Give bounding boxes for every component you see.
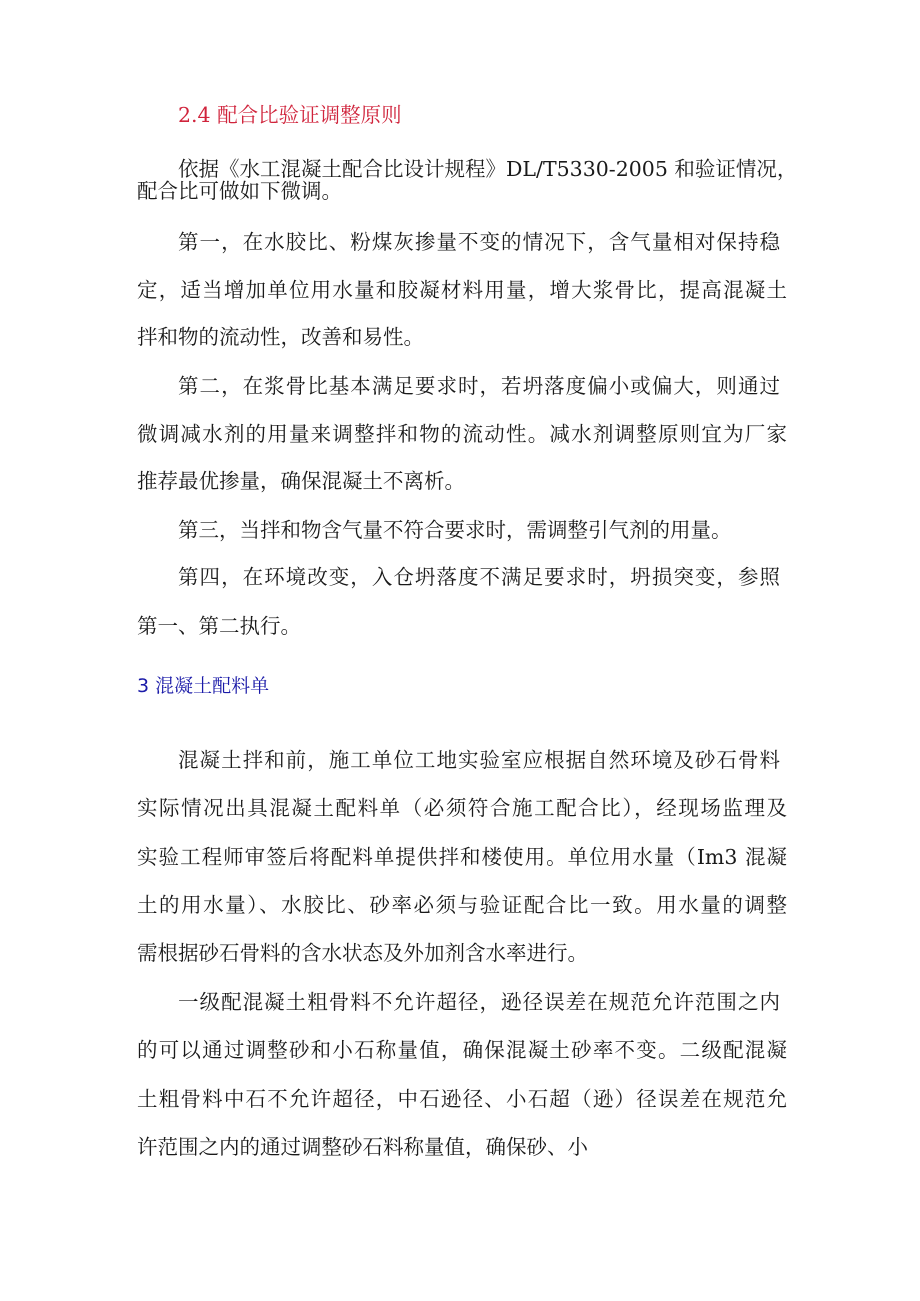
text-line: 许范围之内的通过调整砂石料称量值，确保砂、小	[137, 1135, 588, 1159]
text-line: 第三，当拌和物含气量不符合要求时，需调整引气剂的用量。	[178, 518, 732, 542]
text-line: 的可以通过调整砂和小石称量值，确保混凝土砂率不变。二级配混凝	[137, 1038, 787, 1062]
text-line: 实验工程师审签后将配料单提供拌和楼使用。单位用水量（Im3 混凝	[137, 845, 787, 869]
section-heading-2-4: 2.4 配合比验证调整原则	[178, 103, 402, 127]
text-line: 第一，在水胶比、粉煤灰掺量不变的情况下，含气量相对保持稳	[178, 230, 780, 254]
text-line: 第二，在浆骨比基本满足要求时，若坍落度偏小或偏大，则通过	[178, 374, 780, 398]
text-line: 实际情况出具混凝土配料单（必须符合施工配合比），经现场监理及	[137, 796, 787, 820]
text-line: 定，适当增加单位用水量和胶凝材料用量，增大浆骨比，提高混凝土	[137, 278, 787, 302]
text-line: 拌和物的流动性，改善和易性。	[137, 325, 424, 349]
text-line: 配合比可做如下微调。	[137, 179, 342, 203]
text-line: 需根据砂石骨料的含水状态及外加剂含水率进行。	[137, 941, 588, 965]
text-line: 土的用水量）、水胶比、砂率必须与验证配合比一致。用水量的调整	[137, 893, 787, 917]
text-line: 微调减水剂的用量来调整拌和物的流动性。减水剂调整原则宜为厂家	[137, 422, 787, 446]
text-line: 第四，在环境改变，入仓坍落度不满足要求时，坍损突变，参照	[178, 565, 780, 589]
text-line: 推荐最优掺量，确保混凝土不离析。	[137, 469, 465, 493]
section-heading-3: 3 混凝土配料单	[137, 675, 270, 697]
text-line: 土粗骨料中石不允许超径，中石逊径、小石超（逊）径误差在规范允	[137, 1087, 787, 1111]
text-line: 第一、第二执行。	[137, 614, 301, 638]
text-line: 依据《水工混凝土配合比设计规程》DL/T5330-2005 和验证情况，	[178, 157, 798, 181]
text-line: 一级配混凝土粗骨料不允许超径，逊径误差在规范允许范围之内	[178, 990, 780, 1014]
text-line: 混凝土拌和前，施工单位工地实验室应根据自然环境及砂石骨料	[178, 748, 780, 772]
